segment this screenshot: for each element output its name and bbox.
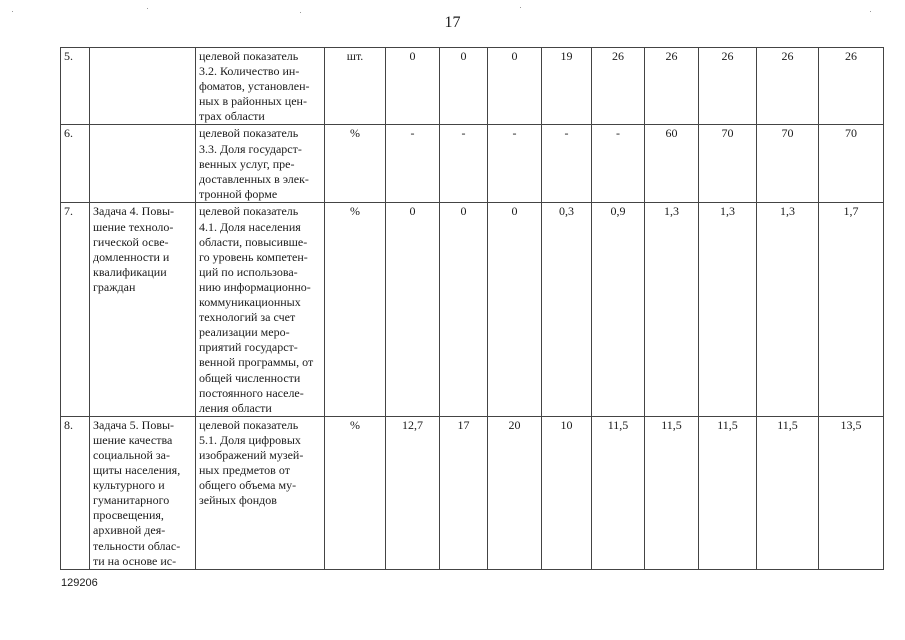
indicator-line: ных в районных цен- bbox=[199, 94, 307, 109]
indicator-cell bbox=[196, 203, 325, 416]
value-cell: 0 bbox=[440, 48, 488, 125]
scan-speck bbox=[520, 7, 521, 8]
indicator-line: 3.2. Количество ин- bbox=[199, 64, 300, 79]
indicator-line: ления области bbox=[199, 400, 272, 415]
indicator-cell bbox=[196, 48, 325, 125]
value-cell: 1,3 bbox=[699, 203, 757, 416]
indicator-line: ций по использова- bbox=[199, 264, 298, 279]
value-cell: 1,3 bbox=[757, 203, 819, 416]
task-line: ти на основе ис- bbox=[93, 553, 177, 568]
task-cell bbox=[90, 125, 196, 203]
value-cell: - bbox=[542, 125, 592, 203]
indicator-line: области, повысивше- bbox=[199, 234, 308, 249]
indicator-cell bbox=[196, 125, 325, 203]
row-number: 5. bbox=[61, 48, 90, 125]
task-line: просвещения, bbox=[93, 508, 164, 523]
value-cell: 26 bbox=[645, 48, 699, 125]
row-number: 8. bbox=[61, 416, 90, 569]
indicator-line: целевой показатель bbox=[199, 49, 299, 63]
indicator-line: венной программы, от bbox=[199, 355, 314, 370]
indicator-line: го уровень компетен- bbox=[199, 249, 308, 264]
task-line: щиты населения, bbox=[93, 463, 181, 478]
indicator-line: постоянного населе- bbox=[199, 385, 304, 400]
scan-speck bbox=[870, 11, 871, 12]
value-cell: 11,5 bbox=[699, 416, 757, 569]
task-line: культурного и bbox=[93, 478, 165, 493]
task-line: Задача 5. Повы- bbox=[93, 417, 175, 432]
value-cell: 17 bbox=[440, 416, 488, 569]
indicator-line: 5.1. Доля цифровых bbox=[199, 432, 301, 447]
task-line: гической осве- bbox=[93, 234, 169, 249]
scan-speck bbox=[300, 12, 301, 13]
task-line: квалификации bbox=[93, 264, 167, 279]
row-number: 6. bbox=[61, 125, 90, 203]
table-row bbox=[61, 125, 884, 203]
scan-speck bbox=[12, 11, 13, 12]
value-cell: 0 bbox=[386, 203, 440, 416]
indicator-line: изображений музей- bbox=[199, 447, 304, 462]
task-line: Задача 4. Повы- bbox=[93, 204, 175, 219]
indicator-line: 3.3. Доля государст- bbox=[199, 141, 302, 156]
indicator-line: целевой показатель bbox=[199, 204, 299, 219]
value-cell: 11,5 bbox=[757, 416, 819, 569]
value-cell: - bbox=[488, 125, 542, 203]
indicator-line: тронной форме bbox=[199, 186, 278, 201]
value-cell: - bbox=[440, 125, 488, 203]
value-cell: 0,3 bbox=[542, 203, 592, 416]
task-cell bbox=[90, 416, 196, 569]
value-cell: 60 bbox=[645, 125, 699, 203]
value-cell: 13,5 bbox=[819, 416, 884, 569]
task-line: тельности облас- bbox=[93, 538, 181, 553]
value-cell: 19 bbox=[542, 48, 592, 125]
task-line: шение техноло- bbox=[93, 219, 174, 234]
indicator-line: венных услуг, пре- bbox=[199, 156, 295, 171]
value-cell: 11,5 bbox=[592, 416, 645, 569]
indicator-line: нию информационно- bbox=[199, 279, 311, 294]
indicator-line: реализации меро- bbox=[199, 325, 290, 340]
indicator-line: трах области bbox=[199, 109, 265, 124]
table-row bbox=[61, 203, 884, 416]
value-cell: 1,7 bbox=[819, 203, 884, 416]
value-cell: 0 bbox=[488, 203, 542, 416]
value-cell: 26 bbox=[592, 48, 645, 125]
indicator-line: ных предметов от bbox=[199, 463, 290, 478]
value-cell: 70 bbox=[757, 125, 819, 203]
indicator-line: общей численности bbox=[199, 370, 301, 385]
unit-cell: % bbox=[325, 416, 386, 569]
value-cell: 26 bbox=[757, 48, 819, 125]
row-number: 7. bbox=[61, 203, 90, 416]
indicator-line: доставленных в элек- bbox=[199, 171, 309, 186]
task-line: граждан bbox=[93, 279, 136, 294]
scan-speck bbox=[147, 8, 148, 9]
indicator-line: зейных фондов bbox=[199, 493, 277, 508]
table-body bbox=[61, 48, 884, 570]
value-cell: 0 bbox=[488, 48, 542, 125]
indicator-line: технологий за счет bbox=[199, 310, 296, 325]
value-cell: 70 bbox=[699, 125, 757, 203]
indicator-line: фоматов, установлен- bbox=[199, 79, 310, 94]
unit-cell: % bbox=[325, 203, 386, 416]
value-cell: 0,9 bbox=[592, 203, 645, 416]
table-row bbox=[61, 416, 884, 569]
value-cell: 1,3 bbox=[645, 203, 699, 416]
value-cell: 11,5 bbox=[645, 416, 699, 569]
value-cell: - bbox=[386, 125, 440, 203]
indicator-line: 4.1. Доля населения bbox=[199, 219, 301, 234]
value-cell: 0 bbox=[440, 203, 488, 416]
task-line: гуманитарного bbox=[93, 493, 170, 508]
task-cell bbox=[90, 48, 196, 125]
task-line: социальной за- bbox=[93, 447, 170, 462]
indicator-line: коммуникационных bbox=[199, 295, 301, 310]
value-cell: 26 bbox=[819, 48, 884, 125]
value-cell: 70 bbox=[819, 125, 884, 203]
value-cell: - bbox=[592, 125, 645, 203]
indicator-line: приятий государст- bbox=[199, 340, 298, 355]
document-code: 129206 bbox=[61, 577, 98, 589]
indicator-line: целевой показатель bbox=[199, 126, 299, 141]
value-cell: 0 bbox=[386, 48, 440, 125]
unit-cell: шт. bbox=[325, 48, 386, 125]
page-number: 17 bbox=[444, 14, 461, 31]
value-cell: 10 bbox=[542, 416, 592, 569]
task-line: шение качества bbox=[93, 432, 173, 447]
task-line: архивной дея- bbox=[93, 523, 166, 538]
value-cell: 20 bbox=[488, 416, 542, 569]
task-cell bbox=[90, 203, 196, 416]
value-cell: 26 bbox=[699, 48, 757, 125]
indicator-line: общего объема му- bbox=[199, 478, 297, 493]
indicator-line: целевой показатель bbox=[199, 417, 299, 432]
task-line: домленности и bbox=[93, 249, 170, 264]
value-cell: 12,7 bbox=[386, 416, 440, 569]
unit-cell: % bbox=[325, 125, 386, 203]
indicator-cell bbox=[196, 416, 325, 569]
table-row bbox=[61, 48, 884, 125]
indicators-table bbox=[60, 47, 884, 570]
